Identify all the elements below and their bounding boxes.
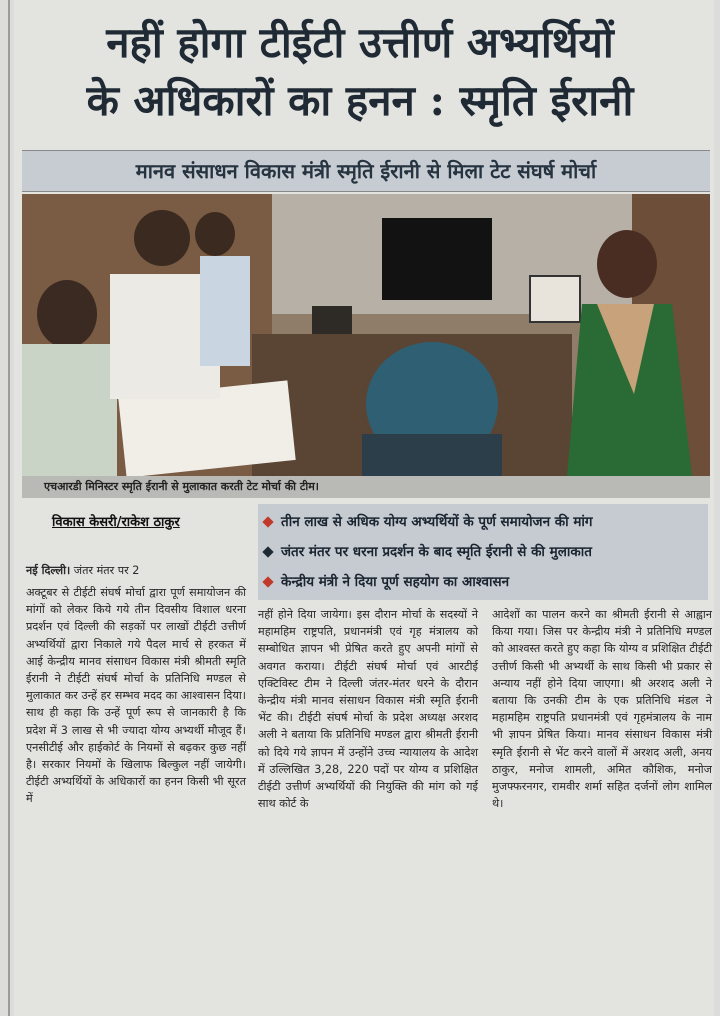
subheadline: मानव संसाधन विकास मंत्री स्मृति ईरानी से मिला टेट संघर्ष मोर्चा bbox=[22, 150, 710, 192]
news-photo bbox=[22, 194, 710, 476]
dateline: नई दिल्ली। bbox=[26, 564, 71, 577]
headline bbox=[20, 14, 700, 130]
diamond-bullet-icon bbox=[262, 516, 273, 527]
highlights-box bbox=[258, 504, 708, 600]
column-1-text: अक्टूबर से टीईटी संघर्ष मोर्चा द्वारा पूर्ण समायोजन की मांगों को लेकर किये गये तीन दिवसीय विशाल धरना प्रदर्शन एवं दिल्ली की सड़कों पर लाखों टीईटी उत्तीर्ण अभ्यर्थियों द्वारा निकाले गये पैदल मार्च से हरकत में आई केन्द्रीय मानव संसाधन विकास मंत्री श्रीमती स्मृति ईरानी ने टीईटी संघर्ष मोर्चा के प्रतिनिधि मण्डल से मुलाकात कर उन्हें हर सम्भव मदद का आश्वासन दिया। साथ ही कहा कि उन्हें पूर्ण रूप से जानकारी है कि प्रदेश में 3 लाख से भी ज्यादा योग्य अभ्यर्थी मौजूद हैं। एनसीटीई और हाईकोर्ट के नियमों से बढ़कर कुछ नहीं है। सरकार नियमों के खिलाफ बिल्कुल नहीं जायेगी। टीईटी अभ्यर्थियों के अधिकारों का हनन किसी भी सूरत में bbox=[26, 586, 246, 806]
headline-line-2: के अधिकारों का हनन : स्मृति ईरानी bbox=[86, 76, 634, 125]
article-column-3 bbox=[492, 606, 712, 812]
column-3-text: आदेशों का पालन करने का श्रीमती ईरानी से आह्वान किया गया। जिस पर केन्द्रीय मंत्री ने प्रतिनिधि मण्डल को आश्वस्त करते हुए कहा कि योग्य व प्रशिक्षित टीईटी उत्तीर्ण किसी भी अभ्यर्थी के साथ किसी भी प्रकार से अन्याय नहीं होने दिया जाएगा। श्री अरशद अली ने बताया कि उनकी टीम के एक प्रतिनिधि मंडल ने महामहिम राष्ट्रपति प्रधानमंत्री एवं गृहमंत्रालय के नाम भी ज्ञापन प्रेषित किया। मानव संसाधन विकास मंत्री स्मृति ईरानी से भेंट करने वालों में अरशद अली, अनय ठाकुर, मनोज शामली, अमित कौशिक, मनोज मुजफ्फरनगर, रामवीर शर्मा सहित दर्जनों लोग शामिल थे। bbox=[492, 608, 712, 811]
highlight-text: तीन लाख से अधिक योग्य अभ्यर्थियों के पूर्ण समायोजन की मांग bbox=[281, 514, 593, 530]
meeting-photo-illustration bbox=[22, 194, 710, 476]
highlight-item bbox=[264, 512, 593, 530]
highlight-text: जंतर मंतर पर धरना प्रदर्शन के बाद स्मृति ईरानी से की मुलाकात bbox=[281, 544, 592, 560]
column-2-text: नहीं होने दिया जायेगा। इस दौरान मोर्चा के सदस्यों ने महामहिम राष्ट्रपति, प्रधानमंत्री एवं गृह मंत्रालय को सम्बोधित ज्ञापन भी प्रेषित करते हुए अपनी मांगों से अवगत कराया। टीईटी संघर्ष मोर्चा एवं आरटीई एक्टिविस्ट टीम ने दिल्ली जंतर-मंतर धरने के दौरान केन्द्रीय मंत्री मानव संसाधन विकास मंत्री स्मृति ईरानी भेंट की। टीईटी संघर्ष मोर्चा के प्रदेश अध्यक्ष अरशद अली ने बताया कि प्रतिनिधि मण्डल द्वारा श्रीमती ईरानी को दिये गये ज्ञापन में उन्होंने उच्च न्यायालय के आदेश में उल्लिखित 3,28, 220 पदों पर योग्य व प्रशिक्षित टीईटी उत्तीर्ण अभ्यर्थियों की नियुक्ति की मांग को गई साथ कोर्ट के bbox=[258, 608, 478, 811]
headline-line-1: नहीं होगा टीईटी उत्तीर्ण अभ्यर्थियों bbox=[106, 18, 614, 67]
diamond-bullet-icon bbox=[262, 546, 273, 557]
highlight-text: केन्द्रीय मंत्री ने दिया पूर्ण सहयोग का आश्वासन bbox=[281, 574, 510, 590]
article-column-1-lead bbox=[26, 562, 246, 579]
photo-caption: एचआरडी मिनिस्टर स्मृति ईरानी से मुलाकात करती टेट मोर्चा की टीम। bbox=[22, 476, 710, 498]
diamond-bullet-icon bbox=[262, 576, 273, 587]
column-1-first-line: जंतर मंतर पर 2 bbox=[73, 564, 140, 577]
byline: विकास केसरी/राकेश ठाकुर bbox=[52, 515, 180, 530]
highlight-item bbox=[264, 572, 509, 590]
page-edge-line bbox=[8, 0, 10, 1016]
article-column-2 bbox=[258, 606, 478, 812]
article-column-1 bbox=[26, 584, 246, 808]
highlight-item bbox=[264, 542, 592, 560]
